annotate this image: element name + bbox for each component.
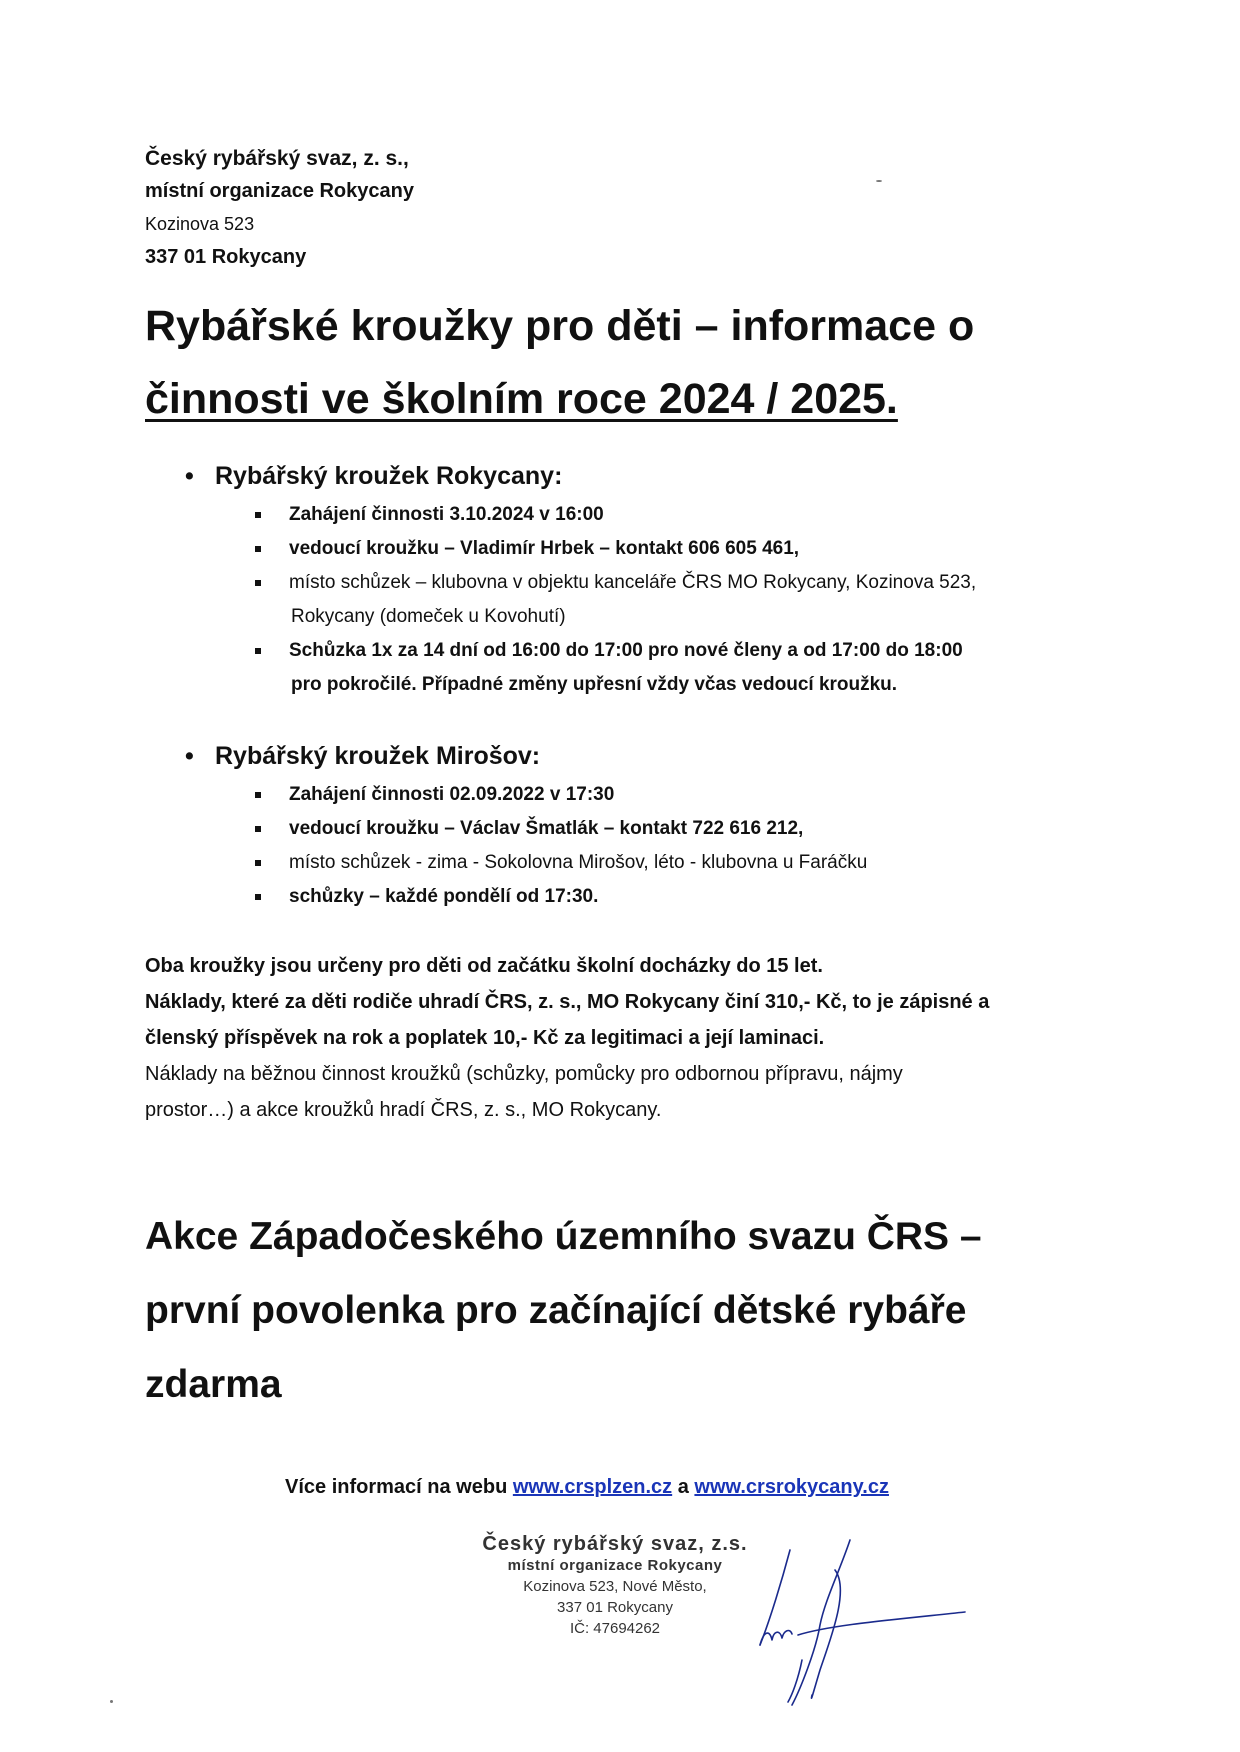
list-item-continuation: pro pokročilé. Případné změny upřesní vždy včas vedoucí kroužku. xyxy=(291,674,898,695)
stamp-line-2: místní organizace Rokycany xyxy=(507,1557,723,1574)
sender-name: Český rybářský svaz, z. s., xyxy=(145,147,409,170)
club-rokycany xyxy=(185,458,976,702)
stamp-line-1: Český rybářský svaz, z.s. xyxy=(482,1533,748,1555)
square-bullet-icon xyxy=(255,860,261,866)
title-line-1: Rybářské kroužky pro děti – informace o xyxy=(145,302,975,350)
scan-speck xyxy=(110,1700,113,1703)
club-mirosov-heading xyxy=(185,738,867,774)
square-bullet-icon xyxy=(255,826,261,832)
document-title xyxy=(145,290,1105,436)
sender-address xyxy=(145,142,414,274)
square-bullet-icon xyxy=(255,648,261,654)
list-item xyxy=(255,778,867,812)
scan-speck xyxy=(876,180,882,182)
info-line-4: Náklady na běžnou činnost kroužků (schůzky, pomůcky pro odbornou přípravu, nájmy xyxy=(145,1063,903,1085)
club-mirosov-list xyxy=(185,778,867,914)
list-item-text: vedoucí kroužku – Václav Šmatlák – kontakt 722 616 212, xyxy=(289,818,804,839)
list-item xyxy=(255,812,867,846)
stamp-line-5: IČ: 47694262 xyxy=(569,1620,661,1637)
square-bullet-icon xyxy=(255,546,261,552)
square-bullet-icon xyxy=(255,580,261,586)
list-item-text: místo schůzek – klubovna v objektu kanceláře ČRS MO Rokycany, Kozinova 523, xyxy=(289,572,977,593)
handwritten-signature xyxy=(740,1530,970,1710)
more-info-line xyxy=(285,1476,889,1499)
list-item-continuation: Rokycany (domeček u Kovohutí) xyxy=(291,606,566,627)
list-item xyxy=(255,880,867,914)
list-item-text: Schůzka 1x za 14 dní od 16:00 do 17:00 pro nové členy a od 17:00 do 18:00 xyxy=(289,640,963,661)
club-mirosov xyxy=(185,738,867,914)
more-info-joiner: a xyxy=(677,1476,689,1498)
crsplzen-link[interactable]: www.crsplzen.cz xyxy=(512,1476,673,1498)
list-item xyxy=(255,532,976,566)
title-line-2: činnosti ve školním roce 2024 / 2025. xyxy=(145,375,898,423)
bullet-icon: • xyxy=(185,742,194,770)
action-line-3: zdarma xyxy=(145,1363,282,1406)
sender-street: Kozinova 523 xyxy=(145,214,255,234)
stamp-line-3: Kozinova 523, Nové Město, xyxy=(523,1578,707,1595)
organization-stamp xyxy=(470,1534,760,1639)
list-item-text: schůzky – každé pondělí od 17:30. xyxy=(289,886,599,907)
club-mirosov-heading-text: Rybářský kroužek Mirošov: xyxy=(215,742,541,770)
list-item xyxy=(255,846,867,880)
action-heading xyxy=(145,1200,1105,1422)
square-bullet-icon xyxy=(255,792,261,798)
list-item xyxy=(255,498,976,532)
info-line-5: prostor…) a akce kroužků hradí ČRS, z. s., MO Rokycany. xyxy=(145,1099,662,1121)
list-item-text: vedoucí kroužku – Vladimír Hrbek – kontakt 606 605 461, xyxy=(289,538,800,559)
crsrokycany-link[interactable]: www.crsrokycany.cz xyxy=(694,1476,889,1498)
info-paragraph xyxy=(145,948,1105,1128)
list-item-text: Zahájení činnosti 3.10.2024 v 16:00 xyxy=(289,504,604,525)
club-rokycany-heading xyxy=(185,458,976,494)
info-line-1: Oba kroužky jsou určeny pro děti od začátku školní docházky do 15 let. xyxy=(145,955,823,977)
action-line-2: první povolenka pro začínající dětské rybáře xyxy=(145,1289,967,1332)
action-line-1: Akce Západočeského územního svazu ČRS – xyxy=(145,1215,982,1258)
more-info-prefix: Více informací na webu xyxy=(285,1476,508,1498)
list-item xyxy=(255,634,976,702)
list-item-text: místo schůzek - zima - Sokolovna Mirošov, léto - klubovna u Faráčku xyxy=(289,852,868,873)
bullet-icon: • xyxy=(185,462,194,490)
square-bullet-icon xyxy=(255,894,261,900)
info-line-2: Náklady, které za děti rodiče uhradí ČRS, z. s., MO Rokycany činí 310,- Kč, to je zápisné a xyxy=(145,991,990,1013)
sender-org: místní organizace Rokycany xyxy=(145,180,414,202)
stamp-line-4: 337 01 Rokycany xyxy=(557,1599,673,1616)
list-item xyxy=(255,566,976,634)
club-rokycany-heading-text: Rybářský kroužek Rokycany: xyxy=(215,462,563,490)
sender-city: 337 01 Rokycany xyxy=(145,246,307,268)
info-line-3: členský příspěvek na rok a poplatek 10,- Kč za legitimaci a její laminaci. xyxy=(145,1027,825,1049)
square-bullet-icon xyxy=(255,512,261,518)
list-item-text: Zahájení činnosti 02.09.2022 v 17:30 xyxy=(289,784,615,805)
club-rokycany-list xyxy=(185,498,976,702)
